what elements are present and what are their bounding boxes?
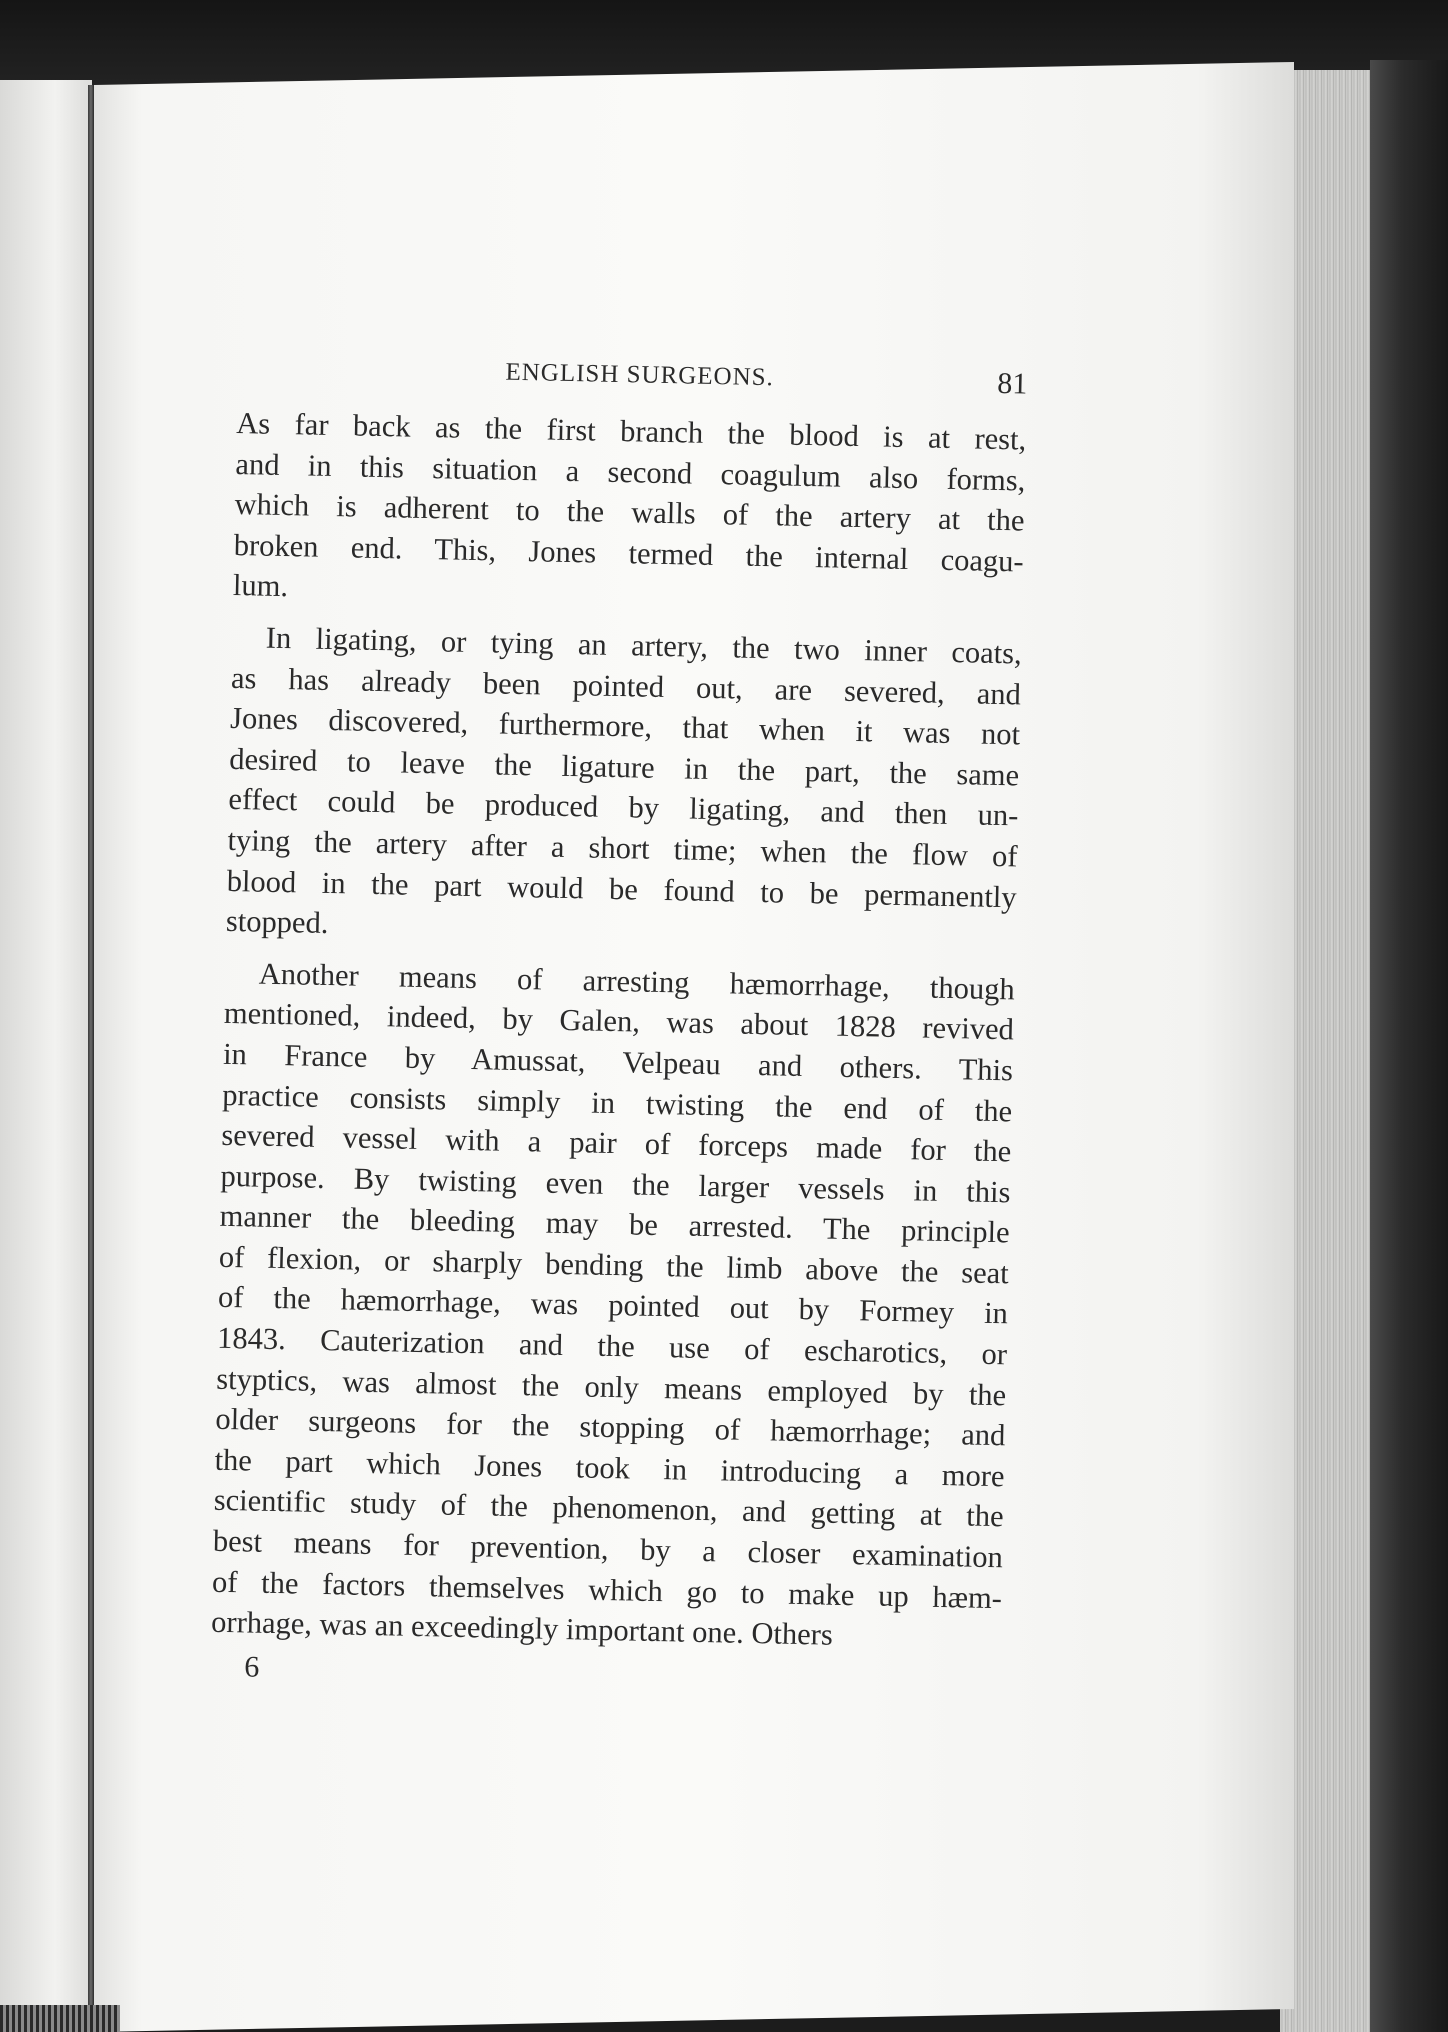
text-line: manner the bleeding may be arrested. The principle xyxy=(219,1199,1010,1250)
page-number: 81 xyxy=(997,366,1028,401)
text-line: styptics, was almost the only means employed by the xyxy=(215,1361,1007,1412)
paragraph xyxy=(233,403,1027,622)
text-line: orrhage, was an exceedingly important one. Others xyxy=(210,1604,834,1652)
text-line: stopped. xyxy=(225,904,329,941)
paragraph xyxy=(226,617,1023,958)
paragraph xyxy=(211,953,1015,1659)
text-line: tying the artery after a short time; when the flow of xyxy=(227,822,1018,874)
page-text-block xyxy=(210,345,1028,1700)
text-line: As far back as the first branch the blood is at rest, xyxy=(236,405,1027,457)
text-line: mentioned, indeed, by Galen, was about 1828 revived xyxy=(223,996,1015,1047)
text-line: of flexion, or sharply bending the limb above the seat xyxy=(218,1239,1010,1291)
text-line: desired to leave the ligature in the part, the same xyxy=(228,741,1020,793)
text-line: Another means of arresting hæmorrhage, though xyxy=(258,956,1016,1007)
text-line: purpose. By twisting even the larger vessels in this xyxy=(220,1158,1011,1210)
text-line: effect could be produced by ligating, and then un- xyxy=(228,782,1019,833)
book-cover-edge xyxy=(1370,60,1448,2032)
text-line: scientific study of the phenomenon, and getting at the xyxy=(213,1483,1004,1534)
book-gutter xyxy=(88,85,94,2032)
text-line: practice consists simply in twisting the end of the xyxy=(221,1077,1013,1128)
text-line: which is adherent to the walls of the artery at the xyxy=(234,487,1025,538)
body-text xyxy=(211,403,1027,1659)
text-line: severed vessel with a pair of forceps made for the xyxy=(221,1117,1012,1169)
text-line: 1843. Cauterization and the use of escharotics, or xyxy=(216,1320,1008,1372)
text-line: older surgeons for the stopping of hæmorrhage; and xyxy=(215,1402,1006,1453)
signature-mark: 6 xyxy=(243,1650,260,1684)
text-line: blood in the part would be found to be permanently xyxy=(226,863,1017,914)
text-line: the part which Jones took in introducing a more xyxy=(214,1442,1005,1494)
running-title: ENGLISH SURGEONS. xyxy=(505,358,775,392)
text-line: of the factors themselves which go to make up hæm- xyxy=(211,1564,1003,1615)
facing-page-edge xyxy=(0,80,92,2032)
text-line: of the hæmorrhage, was pointed out by Formey in xyxy=(217,1280,1009,1331)
text-line: in France by Amussat, Velpeau and others. This xyxy=(222,1036,1014,1088)
text-line: lum. xyxy=(232,568,289,604)
text-line: broken end. This, Jones termed the internal coagu- xyxy=(233,527,1024,579)
text-line: as has already been pointed out, are severed, and xyxy=(230,660,1022,712)
text-line: and in this situation a second coagulum also forms, xyxy=(235,446,1026,498)
text-line: Jones discovered, furthermore, that when it was not xyxy=(229,701,1021,752)
text-line: In ligating, or tying an artery, the two inner coats, xyxy=(265,620,1023,671)
page-stack-edge xyxy=(1280,70,1375,2032)
scan-edge-strip xyxy=(0,2005,120,2032)
text-line: best means for prevention, by a closer examination xyxy=(212,1523,1004,1575)
